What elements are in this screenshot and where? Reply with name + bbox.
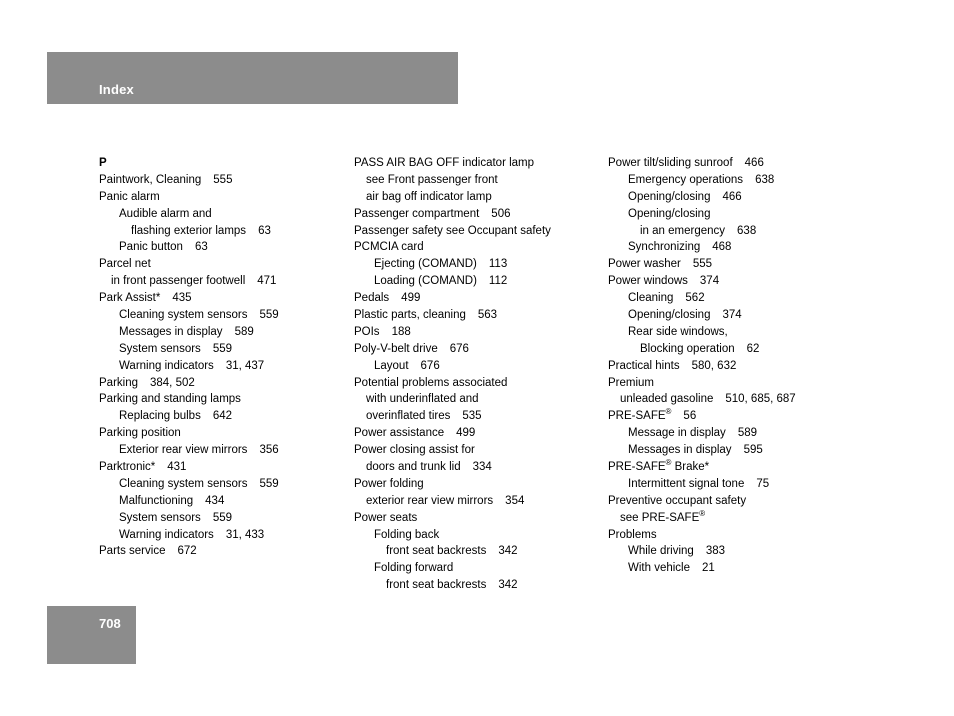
entry-term: Potential problems associated xyxy=(354,376,508,389)
index-entry xyxy=(99,223,349,240)
page-reference-link[interactable]: 676 xyxy=(420,359,440,372)
index-entry xyxy=(354,459,604,476)
index-entry xyxy=(608,459,858,476)
entry-term: Replacing bulbs xyxy=(119,410,201,423)
entry-term: P xyxy=(99,157,107,169)
index-entry xyxy=(608,239,858,256)
index-entry xyxy=(354,155,604,172)
index-entry xyxy=(354,476,604,493)
page-reference-link[interactable]: 188 xyxy=(391,325,411,338)
index-entry xyxy=(99,493,349,510)
entry-term: flashing exterior lamps xyxy=(131,224,247,237)
page-reference-link[interactable]: 563 xyxy=(477,309,498,322)
entry-term: Parking xyxy=(99,376,138,389)
page-reference-link[interactable]: 468 xyxy=(712,241,732,254)
page-reference-link[interactable]: 21 xyxy=(702,562,715,575)
entry-term: Preventive occupant safety xyxy=(608,494,747,507)
index-entry xyxy=(608,155,858,172)
entry-term: exterior rear view mirrors xyxy=(366,494,494,507)
entry-term: Malfunctioning xyxy=(119,494,194,507)
entry-term: Park Assist* xyxy=(99,292,161,305)
index-entry xyxy=(99,273,349,290)
page-reference-link[interactable]: 63 xyxy=(194,241,208,254)
index-entry xyxy=(354,425,604,442)
index-entry xyxy=(354,290,604,307)
page-reference-link[interactable]: 638 xyxy=(755,173,775,186)
entry-term: Parcel net xyxy=(99,258,151,271)
entry-term: Power assistance xyxy=(354,427,445,440)
entry-term: System sensors xyxy=(119,511,201,524)
entry-term: Power tilt/sliding sunroof xyxy=(608,157,733,169)
index-entry xyxy=(608,543,858,560)
entry-term: Power washer xyxy=(608,258,681,271)
index-entry xyxy=(99,324,349,341)
entry-term: Passenger compartment xyxy=(354,207,480,220)
entry-term: Ejecting (COMAND) xyxy=(374,258,477,271)
index-entry xyxy=(608,391,858,408)
page-reference-link[interactable]: 672 xyxy=(177,545,197,558)
entry-term: in front passenger footwell xyxy=(111,275,246,288)
entry-term: While driving xyxy=(628,545,694,558)
entry-term: Panic button xyxy=(119,241,183,254)
entry-term: Poly-V-belt drive xyxy=(354,342,438,355)
index-entry xyxy=(608,375,858,392)
index-entry xyxy=(99,239,349,256)
entry-term: Intermittent signal tone xyxy=(628,477,745,490)
page-reference-link[interactable]: 510, 685, 687 xyxy=(725,393,796,406)
page-reference-link[interactable]: 383 xyxy=(705,545,726,558)
entry-term: Emergency operations xyxy=(628,173,744,186)
page-reference-link[interactable]: 356 xyxy=(259,444,279,457)
index-entry xyxy=(99,476,349,493)
entry-term: Parts service xyxy=(99,545,166,558)
entry-term: see PRE-SAFE xyxy=(620,511,700,524)
index-entry xyxy=(608,425,858,442)
index-entry xyxy=(608,290,858,307)
entry-term: Folding back xyxy=(374,528,440,541)
page-reference-link[interactable]: 499 xyxy=(401,292,421,305)
index-column-1 xyxy=(99,155,349,560)
page-reference-link[interactable]: 559 xyxy=(212,511,232,524)
entry-term: unleaded gasoline xyxy=(620,393,714,406)
entry-term: Practical hints xyxy=(608,359,680,372)
page-reference-link[interactable]: 638 xyxy=(737,224,757,237)
entry-term: Problems xyxy=(608,528,657,541)
entry-term: in an emergency xyxy=(640,224,726,237)
index-entry xyxy=(354,510,604,527)
entry-term: With vehicle xyxy=(628,562,690,575)
index-entry xyxy=(354,172,604,189)
entry-term: Warning indicators xyxy=(119,359,214,372)
index-entry xyxy=(354,239,604,256)
index-column-3 xyxy=(608,155,858,577)
index-entry xyxy=(354,256,604,273)
index-entry xyxy=(608,527,858,544)
entry-term: Power windows xyxy=(608,275,688,288)
entry-term: Cleaning system sensors xyxy=(119,477,248,490)
page-reference-link[interactable]: 112 xyxy=(488,275,508,288)
page-reference-link[interactable]: 384, 502 xyxy=(150,376,195,389)
index-entry xyxy=(354,358,604,375)
entry-term: Warning indicators xyxy=(119,528,214,541)
entry-term: Blocking operation xyxy=(640,342,735,355)
index-entry xyxy=(99,442,349,459)
page-reference-link[interactable]: 63 xyxy=(258,224,271,237)
entry-term: see Front passenger front xyxy=(366,173,498,186)
entry-term: doors and trunk lid xyxy=(366,461,461,474)
page-reference-link[interactable]: 113 xyxy=(488,258,508,271)
page-reference-link[interactable]: 499 xyxy=(456,427,476,440)
page-reference-link[interactable]: 75 xyxy=(756,477,770,490)
entry-term: Synchronizing xyxy=(628,241,701,254)
index-entry xyxy=(608,358,858,375)
entry-term: front seat backrests xyxy=(386,545,487,558)
index-entry xyxy=(99,172,349,189)
index-entry xyxy=(354,442,604,459)
entry-term: Loading (COMAND) xyxy=(374,275,477,288)
index-entry xyxy=(99,391,349,408)
page-reference-link[interactable]: 31, 437 xyxy=(225,359,265,372)
page-reference-link[interactable]: 31, 433 xyxy=(225,528,265,541)
page-reference-link[interactable]: 506 xyxy=(491,207,511,220)
index-entry xyxy=(354,493,604,510)
page-reference-link[interactable]: 559 xyxy=(212,342,232,355)
index-entry xyxy=(99,510,349,527)
index-entry xyxy=(608,493,858,510)
index-entry xyxy=(354,307,604,324)
index-entry xyxy=(608,476,858,493)
page-reference-link[interactable]: 535 xyxy=(462,410,482,423)
index-entry xyxy=(99,290,349,307)
index-entry xyxy=(99,189,349,206)
page-reference-link[interactable]: 342 xyxy=(498,545,518,558)
entry-term: Opening/closing xyxy=(628,190,711,203)
page-reference-link[interactable]: 555 xyxy=(213,173,233,186)
page-reference-link[interactable]: 342 xyxy=(498,579,518,592)
page-reference-link[interactable]: 559 xyxy=(259,477,279,490)
page-reference-link[interactable]: 580, 632 xyxy=(691,359,737,372)
index-entry xyxy=(354,577,604,594)
index-entry xyxy=(608,223,858,240)
entry-term: Messages in display xyxy=(628,444,732,457)
page-reference-link[interactable]: 559 xyxy=(259,309,279,322)
entry-term: with underinflated and xyxy=(366,393,479,406)
page-reference-link[interactable]: 374 xyxy=(699,275,720,288)
page-reference-link[interactable]: 56 xyxy=(683,410,697,423)
index-entry xyxy=(99,307,349,324)
page-number-box xyxy=(47,606,136,664)
registered-mark: ® xyxy=(699,508,706,518)
entry-term: Pedals xyxy=(354,292,390,305)
index-entry xyxy=(354,206,604,223)
page-reference-link[interactable]: 434 xyxy=(205,494,225,507)
entry-term: PASS AIR BAG OFF indicator lamp xyxy=(354,157,535,169)
index-entry xyxy=(608,510,858,527)
entry-term: Power seats xyxy=(354,511,418,524)
entry-term: Messages in display xyxy=(119,325,223,338)
entry-term: Layout xyxy=(374,359,409,372)
entry-term: Opening/closing xyxy=(628,207,711,220)
index-entry xyxy=(99,408,349,425)
index-entry xyxy=(99,459,349,476)
index-entry xyxy=(99,543,349,560)
page-number: 708 xyxy=(99,616,121,631)
entry-term: PCMCIA card xyxy=(354,241,424,254)
index-entry xyxy=(354,543,604,560)
entry-term: air bag off indicator lamp xyxy=(366,190,492,203)
registered-mark: ® xyxy=(665,458,672,468)
index-entry xyxy=(99,341,349,358)
page-reference-link[interactable]: 676 xyxy=(449,342,469,355)
entry-term-suffix: Brake* xyxy=(671,461,710,474)
entry-term: front seat backrests xyxy=(386,579,487,592)
entry-term: overinflated tires xyxy=(366,410,451,423)
entry-term: Power folding xyxy=(354,477,424,490)
header-bar xyxy=(47,52,458,104)
page-reference-link[interactable]: 374 xyxy=(722,309,742,322)
index-entry xyxy=(99,206,349,223)
index-entry xyxy=(608,206,858,223)
page-reference-link[interactable]: 562 xyxy=(685,292,705,305)
index-entry xyxy=(354,223,604,240)
entry-term: Message in display xyxy=(628,427,726,440)
page-reference-link[interactable]: 466 xyxy=(722,190,742,203)
entry-term: Paintwork, Cleaning xyxy=(99,173,202,186)
entry-term: Premium xyxy=(608,376,655,389)
index-entry xyxy=(99,527,349,544)
index-entry xyxy=(354,189,604,206)
entry-term: PRE-SAFE xyxy=(608,410,666,423)
index-entry xyxy=(99,256,349,273)
entry-term: Plastic parts, cleaning xyxy=(354,309,466,322)
page-reference-link[interactable]: 435 xyxy=(172,292,192,305)
index-entry xyxy=(354,391,604,408)
index-entry xyxy=(99,425,349,442)
index-entry xyxy=(354,560,604,577)
page-reference-link[interactable]: 589 xyxy=(234,325,254,338)
index-entry xyxy=(99,375,349,392)
entry-term: POIs xyxy=(354,325,380,338)
index-entry xyxy=(354,375,604,392)
page-reference-link[interactable]: 642 xyxy=(212,410,233,423)
page-reference-link[interactable]: 595 xyxy=(743,444,763,457)
index-entry xyxy=(354,341,604,358)
index-entry xyxy=(608,324,858,341)
entry-term: Exterior rear view mirrors xyxy=(119,444,248,457)
page-reference-link[interactable]: 62 xyxy=(746,342,760,355)
index-entry xyxy=(608,189,858,206)
entry-term: Panic alarm xyxy=(99,190,160,203)
page-reference-link[interactable]: 471 xyxy=(257,275,277,288)
page-reference-link[interactable]: 354 xyxy=(505,494,525,507)
index-entry xyxy=(608,273,858,290)
section-title: Index xyxy=(99,82,134,97)
entry-term: Passenger safety see Occupant safety xyxy=(354,224,551,237)
entry-term: Parking and standing lamps xyxy=(99,393,241,406)
entry-term: Power closing assist for xyxy=(354,444,475,457)
index-entry xyxy=(608,307,858,324)
entry-term: Parking position xyxy=(99,427,181,440)
index-entry xyxy=(608,560,858,577)
entry-term: Folding forward xyxy=(374,562,454,575)
index-entry xyxy=(354,527,604,544)
entry-term: Opening/closing xyxy=(628,309,711,322)
index-entry xyxy=(608,408,858,425)
entry-term: Cleaning system sensors xyxy=(119,309,248,322)
index-entry xyxy=(354,408,604,425)
index-entry xyxy=(608,442,858,459)
index-entry xyxy=(608,172,858,189)
entry-term: Rear side windows, xyxy=(628,325,728,338)
registered-mark: ® xyxy=(665,407,672,417)
index-entry xyxy=(608,341,858,358)
index-entry xyxy=(99,358,349,375)
entry-term: Parktronic* xyxy=(99,461,156,474)
entry-term: Cleaning xyxy=(628,292,674,305)
page-reference-link[interactable]: 334 xyxy=(472,461,492,474)
page-reference-link[interactable]: 589 xyxy=(737,427,757,440)
page-reference-link[interactable]: 466 xyxy=(744,157,764,169)
entry-term: System sensors xyxy=(119,342,201,355)
page-reference-link[interactable]: 555 xyxy=(692,258,713,271)
entry-term: Audible alarm and xyxy=(119,207,212,220)
index-column-2 xyxy=(354,155,604,594)
index-entry xyxy=(354,324,604,341)
index-entry xyxy=(608,256,858,273)
page-reference-link[interactable]: 431 xyxy=(167,461,187,474)
index-letter-heading xyxy=(99,155,349,172)
entry-term: PRE-SAFE xyxy=(608,461,666,474)
index-entry xyxy=(354,273,604,290)
